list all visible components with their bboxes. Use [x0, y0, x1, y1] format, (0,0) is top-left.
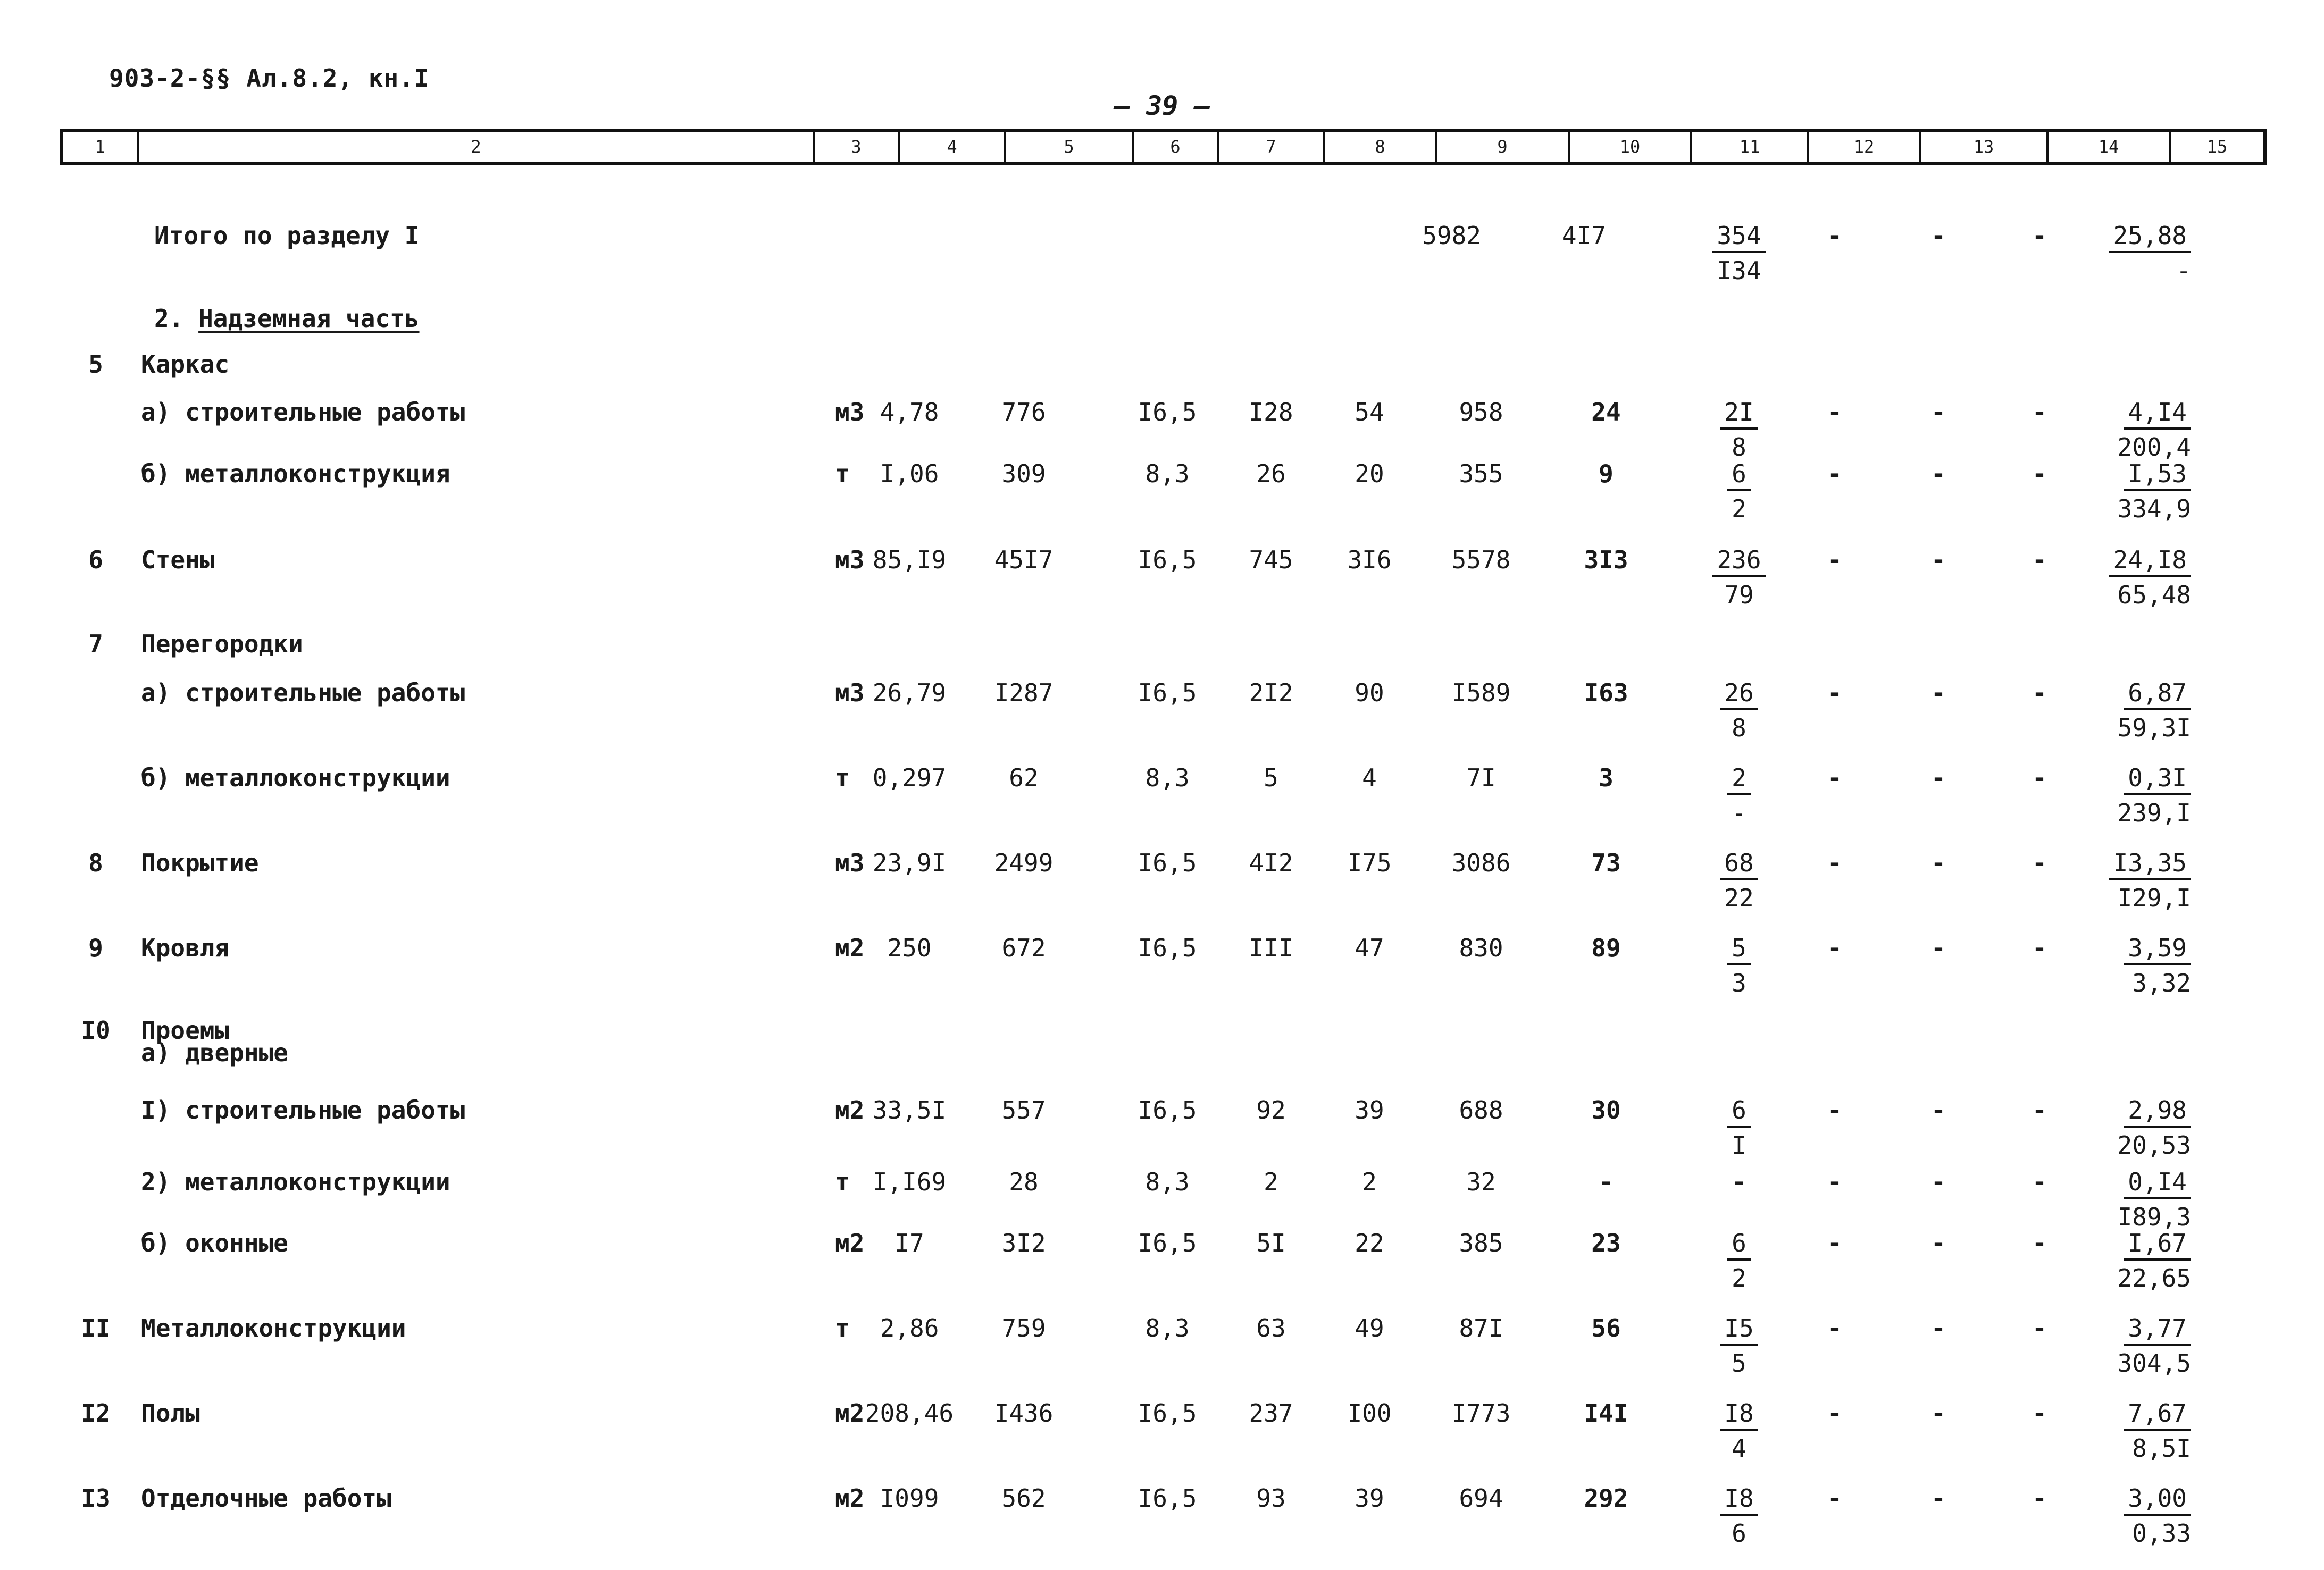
row-c11-top: 26: [1720, 681, 1758, 710]
row-c14: -: [2032, 1314, 2047, 1342]
row-c11-bottom: 2: [1732, 494, 1746, 523]
row-c15: [2117, 1096, 2191, 1160]
row-c11-bottom: 8: [1732, 433, 1746, 461]
row-c15-top: I,53: [2124, 461, 2191, 491]
row-c7: I28: [1249, 398, 1293, 426]
row-unit: м2: [835, 1484, 865, 1513]
row-c8: 20: [1355, 459, 1384, 488]
row-c12: -: [1827, 849, 1842, 877]
row-c11-bottom: 8: [1732, 713, 1746, 742]
column-header-bar: [60, 129, 2267, 165]
row-c4: 2,86: [880, 1314, 939, 1342]
row-c5: 672: [1001, 934, 1046, 962]
row-c9: I773: [1451, 1399, 1511, 1428]
row-c15-top: 7,67: [2124, 1401, 2191, 1431]
row-c5: 557: [1001, 1096, 1046, 1124]
row-c10: 3: [1599, 763, 1614, 792]
column-number-12: 12: [1807, 132, 1919, 162]
row-c15: [2118, 1170, 2191, 1229]
row-c5: 62: [1009, 763, 1039, 792]
row-c10: 89: [1591, 934, 1621, 962]
row-c7: 26: [1256, 459, 1286, 488]
row-c5: 2499: [994, 849, 1054, 877]
row-c11-top: 6: [1727, 1098, 1751, 1128]
row-c4: 85,I9: [872, 545, 947, 574]
row-c15: [2124, 1486, 2191, 1546]
row-c12: -: [1827, 398, 1842, 426]
row-name: Проемы: [141, 1016, 230, 1045]
column-number-8: 8: [1323, 132, 1435, 162]
row-c15: [2124, 1399, 2191, 1463]
row-c12: -: [1827, 763, 1842, 792]
row-c9: 688: [1459, 1096, 1503, 1124]
row-c8: 4: [1362, 763, 1377, 792]
total-c15-top: 25,88: [2109, 223, 2191, 253]
row-c10: I63: [1584, 678, 1628, 707]
row-c13: -: [1931, 398, 1946, 426]
row-c8: 39: [1355, 1484, 1384, 1513]
row-c6: I6,5: [1138, 1399, 1197, 1428]
row-c15-top: I,67: [2124, 1231, 2191, 1261]
row-c14: -: [2032, 1168, 2047, 1196]
column-number-5: 5: [1004, 132, 1132, 162]
row-c9: 355: [1459, 459, 1503, 488]
column-number-15: 15: [2169, 132, 2263, 162]
row-c11-bottom: 79: [1724, 581, 1754, 609]
total-c15-bottom: -: [2176, 256, 2191, 285]
column-number-10: 10: [1568, 132, 1690, 162]
row-c8: 90: [1355, 678, 1384, 707]
row-c9: 3086: [1451, 849, 1511, 877]
row-unit: т: [835, 763, 850, 792]
row-c4: 33,5I: [872, 1096, 947, 1124]
row-c15: [2117, 763, 2191, 827]
section-title: [154, 304, 420, 333]
column-number-14: 14: [2046, 132, 2169, 162]
row-unit: т: [835, 1314, 850, 1342]
row-number: I0: [81, 1016, 111, 1045]
row-c15: [2124, 936, 2191, 995]
row-c13: -: [1931, 1314, 1946, 1342]
row-number: 6: [88, 545, 103, 574]
section-number: 2.: [154, 304, 199, 333]
row-c15-top: 0,3I: [2124, 766, 2191, 795]
row-c7: 2I2: [1249, 678, 1293, 707]
row-c11-top: 2: [1727, 766, 1751, 795]
row-c15-bottom: 20,53: [2117, 1131, 2191, 1160]
row-c10: 30: [1591, 1096, 1621, 1124]
row-c12: -: [1827, 1229, 1842, 1257]
row-c11-top: 68: [1720, 851, 1758, 880]
row-c4: I,I69: [872, 1168, 947, 1196]
row-c13: -: [1931, 763, 1946, 792]
row-c7: 63: [1256, 1314, 1286, 1342]
row-c7: 2: [1264, 1168, 1278, 1196]
row-c11-bottom: 3: [1732, 969, 1746, 997]
row-c13: -: [1931, 1229, 1946, 1257]
row-c9: I589: [1451, 678, 1511, 707]
row-c15-bottom: 59,3I: [2117, 713, 2191, 742]
row-c15-top: I3,35: [2109, 851, 2191, 880]
row-c10: 23: [1591, 1229, 1621, 1257]
row-c5: 309: [1001, 459, 1046, 488]
row-c12: -: [1827, 934, 1842, 962]
row-c14: -: [2032, 1229, 2047, 1257]
row-c14: -: [2032, 678, 2047, 707]
row-c7: 745: [1249, 545, 1293, 574]
row-c8: 22: [1355, 1229, 1384, 1257]
column-number-11: 11: [1690, 132, 1807, 162]
total-c11-bottom: I34: [1717, 256, 1761, 285]
row-c14: -: [2032, 763, 2047, 792]
row-c8: 47: [1355, 934, 1384, 962]
total-c10: 4I7: [1561, 221, 1606, 250]
row-c12: -: [1827, 1314, 1842, 1342]
row-c12: -: [1827, 1096, 1842, 1124]
row-c12: -: [1827, 459, 1842, 488]
row-c11-top: 236: [1712, 548, 1765, 577]
row-c10: 9: [1599, 459, 1614, 488]
total-c12: -: [1827, 221, 1842, 250]
column-number-2: 2: [137, 132, 813, 162]
row-number: 5: [88, 350, 103, 379]
total-c15: [2109, 223, 2191, 283]
row-c11-bottom: -: [1732, 799, 1746, 827]
row-c9: 694: [1459, 1484, 1503, 1513]
row-subname: а) дверные: [141, 1038, 288, 1067]
row-c12: -: [1827, 1168, 1842, 1196]
row-c15-bottom: 3,32: [2132, 969, 2191, 997]
row-name: 2) металлоконструкции: [141, 1168, 450, 1196]
row-name: Металлоконструкции: [141, 1314, 406, 1342]
row-number: 7: [88, 629, 103, 658]
row-c5: 776: [1001, 398, 1046, 426]
row-name: Кровля: [141, 934, 230, 962]
row-c9: 5578: [1451, 545, 1511, 574]
row-c9: 385: [1459, 1229, 1503, 1257]
row-c7: III: [1249, 934, 1293, 962]
row-c15-top: 24,I8: [2109, 548, 2191, 577]
row-c4: I099: [880, 1484, 939, 1513]
row-c13: -: [1931, 1096, 1946, 1124]
row-unit: м3: [835, 849, 865, 877]
row-c6: I6,5: [1138, 545, 1197, 574]
row-c6: I6,5: [1138, 398, 1197, 426]
row-c6: 8,3: [1145, 1314, 1190, 1342]
row-unit: м2: [835, 1399, 865, 1428]
row-c4: I,06: [880, 459, 939, 488]
row-number: II: [81, 1314, 111, 1342]
row-c8: 54: [1355, 398, 1384, 426]
row-c15-bottom: 8,5I: [2132, 1434, 2191, 1463]
row-c15: [2109, 851, 2191, 910]
row-c6: 8,3: [1145, 763, 1190, 792]
row-c8: 49: [1355, 1314, 1384, 1342]
row-c11-top: 6: [1727, 461, 1751, 491]
row-c15-top: 3,77: [2124, 1316, 2191, 1346]
row-c12: -: [1827, 1484, 1842, 1513]
row-number: I3: [81, 1484, 111, 1513]
row-c15-top: 0,I4: [2124, 1170, 2191, 1199]
row-c11-top: I8: [1720, 1486, 1758, 1516]
column-number-7: 7: [1217, 132, 1323, 162]
row-c15-bottom: 304,5: [2117, 1349, 2191, 1378]
row-c14: -: [2032, 545, 2047, 574]
row-c15: [2118, 1231, 2191, 1290]
row-c5: 3I2: [1001, 1229, 1046, 1257]
row-c12: -: [1827, 678, 1842, 707]
row-c15-top: 2,98: [2124, 1098, 2191, 1128]
row-c4: 26,79: [872, 678, 947, 707]
row-name: Покрытие: [141, 849, 259, 877]
row-c9: 32: [1466, 1168, 1496, 1196]
row-name: б) металлоконструкция: [141, 459, 450, 488]
row-c7: 5I: [1256, 1229, 1286, 1257]
row-c15: [2118, 400, 2191, 459]
row-c6: I6,5: [1138, 934, 1197, 962]
row-name: Стены: [141, 545, 215, 574]
row-c14: -: [2032, 1484, 2047, 1513]
row-unit: т: [835, 1168, 850, 1196]
row-c9: 7I: [1466, 763, 1496, 792]
row-c4: 0,297: [872, 763, 947, 792]
row-name: Каркас: [141, 350, 230, 379]
row-c15-top: 4,I4: [2124, 400, 2191, 430]
row-c7: 5: [1264, 763, 1278, 792]
row-c11-top: 6: [1727, 1231, 1751, 1261]
total-c14: -: [2032, 221, 2047, 250]
row-c15: [2117, 678, 2191, 742]
row-c11-top: I5: [1720, 1316, 1758, 1346]
row-unit: т: [835, 459, 850, 488]
row-c6: I6,5: [1138, 849, 1197, 877]
row-c11-top: 2I: [1720, 400, 1758, 430]
row-c11: -: [1732, 1168, 1746, 1196]
row-c14: -: [2032, 1096, 2047, 1124]
row-c13: -: [1931, 1399, 1946, 1428]
row-c14: -: [2032, 934, 2047, 962]
column-number-9: 9: [1435, 132, 1568, 162]
row-c4: 23,9I: [872, 849, 947, 877]
row-name: I) строительные работы: [141, 1096, 465, 1124]
row-c15-top: 3,00: [2124, 1486, 2191, 1516]
row-c9: 830: [1459, 934, 1503, 962]
row-c11-bottom: 6: [1732, 1519, 1746, 1548]
row-c10: 73: [1591, 849, 1621, 877]
row-c13: -: [1931, 459, 1946, 488]
row-c4: 250: [887, 934, 932, 962]
page-number: — 39 —: [1114, 90, 1210, 121]
row-c7: 4I2: [1249, 849, 1293, 877]
column-number-13: 13: [1919, 132, 2046, 162]
row-c11-bottom: 5: [1732, 1349, 1746, 1378]
row-number: 8: [88, 849, 103, 877]
row-c13: -: [1931, 1168, 1946, 1196]
row-c15-bottom: 22,65: [2117, 1264, 2191, 1292]
row-c4: I7: [895, 1229, 924, 1257]
column-number-6: 6: [1132, 132, 1217, 162]
row-c13: -: [1931, 545, 1946, 574]
row-c11-bottom: 22: [1724, 884, 1754, 912]
row-c14: -: [2032, 459, 2047, 488]
row-unit: м2: [835, 1096, 865, 1124]
row-c13: -: [1931, 849, 1946, 877]
row-c6: 8,3: [1145, 459, 1190, 488]
row-name: Полы: [141, 1399, 200, 1428]
row-c15: [2117, 1314, 2191, 1378]
row-c6: I6,5: [1138, 1484, 1197, 1513]
row-c6: 8,3: [1145, 1168, 1190, 1196]
column-number-3: 3: [813, 132, 898, 162]
row-unit: м3: [835, 678, 865, 707]
row-unit: м2: [835, 934, 865, 962]
row-c7: 93: [1256, 1484, 1286, 1513]
row-c10: 56: [1591, 1314, 1621, 1342]
total-c13: -: [1931, 221, 1946, 250]
row-c6: I6,5: [1138, 1229, 1197, 1257]
column-number-1: 1: [95, 137, 105, 157]
row-c11-top: 5: [1727, 936, 1751, 965]
row-name: а) строительные работы: [141, 678, 465, 707]
column-number-4: 4: [898, 132, 1004, 162]
row-name: Перегородки: [141, 629, 303, 658]
total-c11-top: 354: [1712, 223, 1765, 253]
row-c5: I436: [994, 1399, 1054, 1428]
row-c15-bottom: 0,33: [2132, 1519, 2191, 1548]
row-c15-bottom: 334,9: [2117, 494, 2191, 523]
row-c10: 3I3: [1584, 545, 1628, 574]
row-c14: -: [2032, 398, 2047, 426]
row-number: I2: [81, 1399, 111, 1428]
total-label: Итого по разделу I: [154, 221, 420, 250]
row-c13: -: [1931, 934, 1946, 962]
row-c8: 3I6: [1347, 545, 1392, 574]
row-c8: 2: [1362, 1168, 1377, 1196]
row-c7: 237: [1249, 1399, 1293, 1428]
row-c14: -: [2032, 849, 2047, 877]
row-c11-top: I8: [1720, 1401, 1758, 1431]
row-c10: I4I: [1584, 1399, 1628, 1428]
row-c7: 92: [1256, 1096, 1286, 1124]
row-c4: 208,46: [865, 1399, 954, 1428]
row-c8: 39: [1355, 1096, 1384, 1124]
section-name: Надземная часть: [198, 304, 420, 333]
row-name: Отделочные работы: [141, 1484, 391, 1513]
row-c4: 4,78: [880, 398, 939, 426]
document-code: 903-2-§§ Ал.8.2, кн.I: [109, 64, 430, 93]
row-c5: 759: [1001, 1314, 1046, 1342]
row-number: 9: [88, 934, 103, 962]
row-c6: I6,5: [1138, 1096, 1197, 1124]
row-unit: м3: [835, 398, 865, 426]
row-c11-bottom: 2: [1732, 1264, 1746, 1292]
row-c9: 87I: [1459, 1314, 1503, 1342]
row-c14: -: [2032, 1399, 2047, 1428]
row-c15-top: 3,59: [2124, 936, 2191, 965]
row-c15: [2118, 461, 2191, 521]
row-c10: -: [1599, 1168, 1614, 1196]
row-name: а) строительные работы: [141, 398, 465, 426]
row-unit: м2: [835, 1229, 865, 1257]
row-c8: I00: [1347, 1399, 1392, 1428]
row-c11-bottom: 4: [1732, 1434, 1746, 1463]
row-c12: -: [1827, 545, 1842, 574]
row-c15: [2109, 545, 2191, 609]
row-c6: I6,5: [1138, 678, 1197, 707]
row-c5: 562: [1001, 1484, 1046, 1513]
row-c15-top: 6,87: [2124, 681, 2191, 710]
row-c10: 24: [1591, 398, 1621, 426]
row-c15-bottom: 239,I: [2117, 799, 2191, 827]
row-c5: 45I7: [994, 545, 1054, 574]
total-c9: 5982: [1422, 221, 1481, 250]
row-c9: 958: [1459, 398, 1503, 426]
row-c5: 28: [1009, 1168, 1039, 1196]
row-c11-bottom: I: [1732, 1131, 1746, 1160]
row-c15-bottom: 200,4: [2117, 433, 2191, 461]
row-name: б) оконные: [141, 1229, 288, 1257]
row-c15-bottom: 65,48: [2117, 581, 2191, 609]
row-name: б) металлоконструкции: [141, 763, 450, 792]
row-c13: -: [1931, 1484, 1946, 1513]
row-c12: -: [1827, 1399, 1842, 1428]
row-c15-bottom: I29,I: [2117, 884, 2191, 912]
row-c10: 292: [1584, 1484, 1628, 1513]
row-c5: I287: [994, 678, 1054, 707]
row-c15-bottom: I89,3: [2117, 1203, 2191, 1231]
row-unit: м3: [835, 545, 865, 574]
row-c8: I75: [1347, 849, 1392, 877]
row-c13: -: [1931, 678, 1946, 707]
